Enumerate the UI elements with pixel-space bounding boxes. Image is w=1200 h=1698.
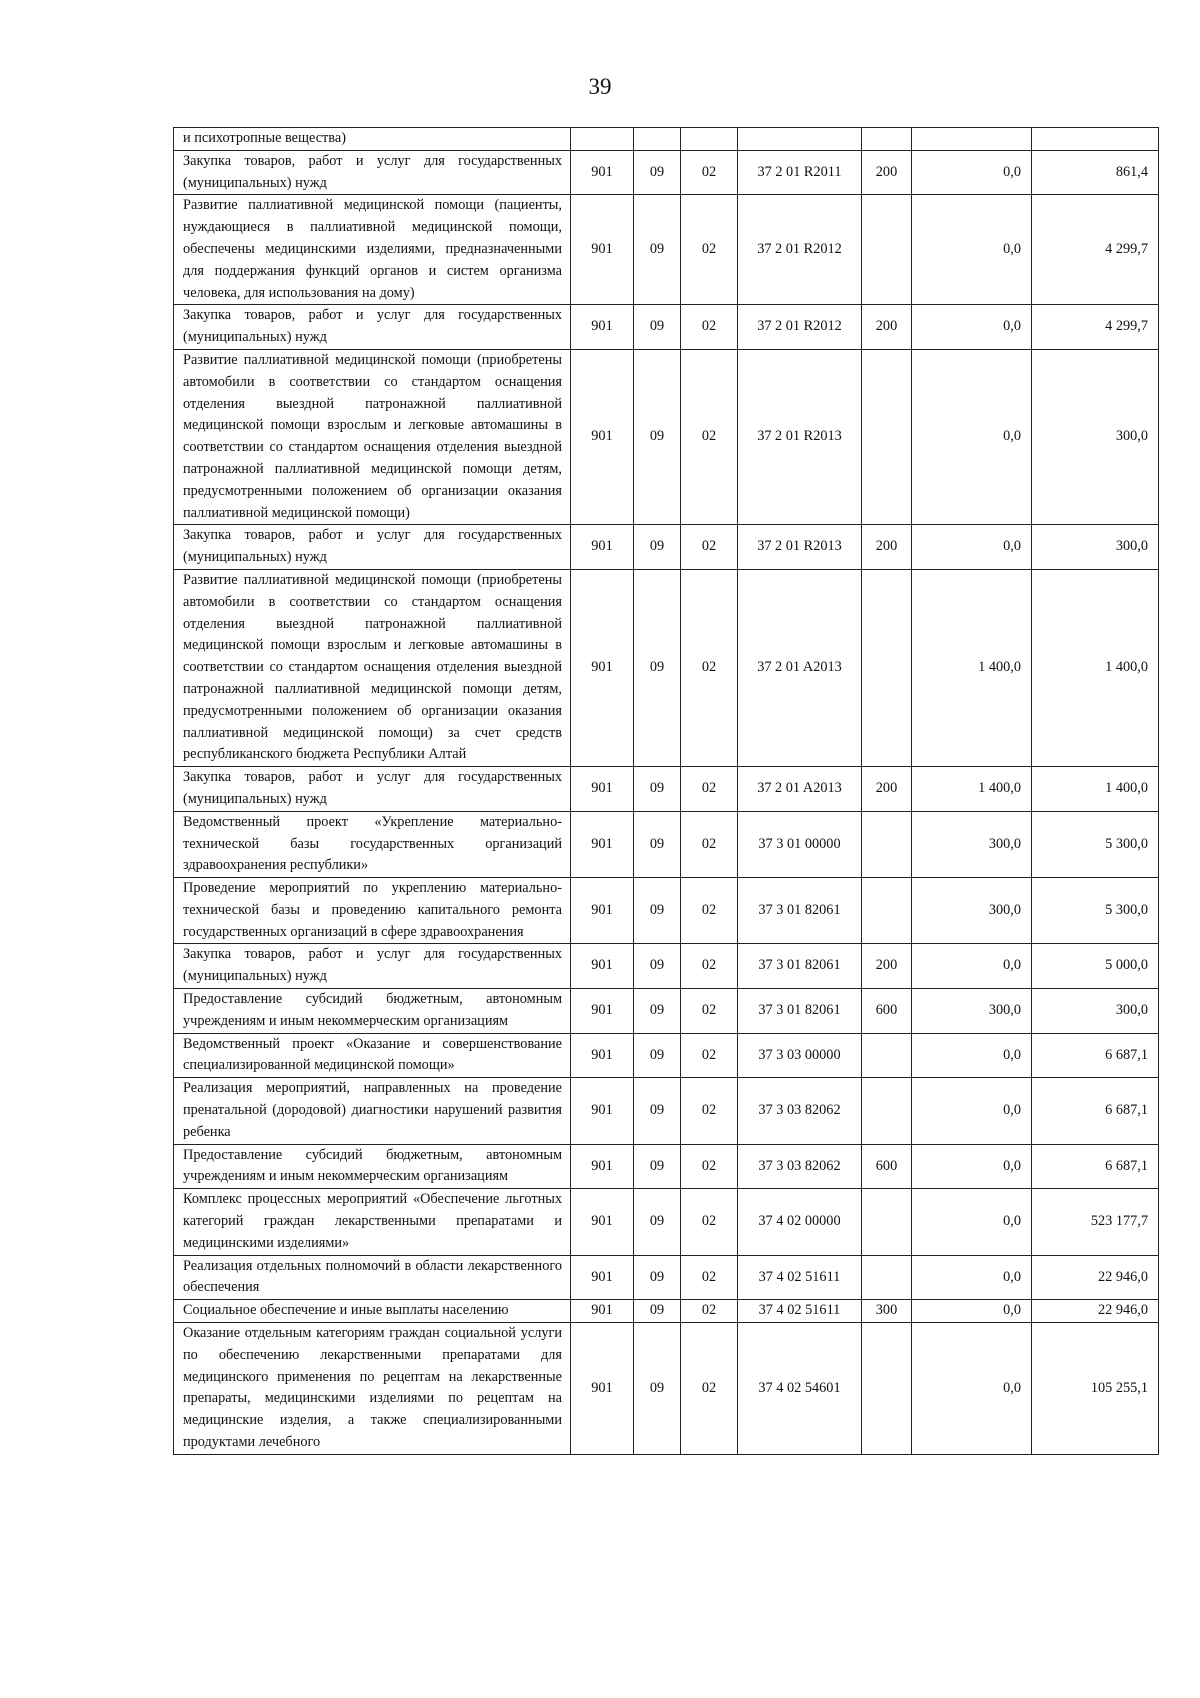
cell-section: 09 [634, 989, 681, 1034]
cell-amount-2: 1 400,0 [1032, 767, 1159, 812]
cell-admin-code: 901 [571, 989, 634, 1034]
cell-section: 09 [634, 1144, 681, 1189]
cell-description: Ведомственный проект «Оказание и совершенствование специализированной медицинской помощи» [174, 1033, 571, 1078]
cell-target-article: 37 4 02 51611 [738, 1255, 862, 1300]
cell-description: Предоставление субсидий бюджетным, автономным учреждениям и иным некоммерческим организациям [174, 1144, 571, 1189]
cell-amount-2: 300,0 [1032, 349, 1159, 524]
cell-description: Оказание отдельным категориям граждан социальной услуги по обеспечению лекарственными препаратами для медицинского применения по рецептам на лекарственные препараты, медицинскими изделиями по рецептам на медицинские изделия, а также специализированными продуктами лечебного [174, 1323, 571, 1455]
cell-section: 09 [634, 944, 681, 989]
cell-target-article: 37 4 02 54601 [738, 1323, 862, 1455]
cell-amount-2: 4 299,7 [1032, 195, 1159, 305]
cell-amount-1: 0,0 [912, 305, 1032, 350]
cell-expense-type [862, 1255, 912, 1300]
cell-expense-type [862, 1323, 912, 1455]
cell-expense-type [862, 1078, 912, 1144]
cell-amount-1: 0,0 [912, 349, 1032, 524]
cell-target-article: 37 2 01 R2013 [738, 525, 862, 570]
cell-description: Комплекс процессных мероприятий «Обеспечение льготных категорий граждан лекарственными препаратами и медицинскими изделиями» [174, 1189, 571, 1255]
cell-subsection: 02 [681, 349, 738, 524]
page-number: 39 [588, 74, 612, 99]
cell-amount-1: 1 400,0 [912, 569, 1032, 766]
cell-expense-type: 600 [862, 1144, 912, 1189]
table-row [174, 1078, 1159, 1144]
cell-subsection: 02 [681, 944, 738, 989]
cell-description: Развитие паллиативной медицинской помощи (приобретены автомобили в соответствии со стандартом оснащения отделения выездной патронажной паллиативной медицинской помощи взрослым и легковые автомашины в соответствии со стандартом оснащения отделения выездной патронажной паллиативной медицинской помощи детям, предусмотренными положением об организации оказания паллиативной медицинской помощи) [174, 349, 571, 524]
cell-target-article: 37 2 01 A2013 [738, 569, 862, 766]
table-row [174, 1189, 1159, 1255]
table-row [174, 944, 1159, 989]
cell-expense-type: 600 [862, 989, 912, 1034]
cell-subsection: 02 [681, 1255, 738, 1300]
cell-description: Закупка товаров, работ и услуг для государственных (муниципальных) нужд [174, 150, 571, 195]
cell-expense-type: 200 [862, 944, 912, 989]
cell-admin-code: 901 [571, 150, 634, 195]
cell-section: 09 [634, 1189, 681, 1255]
cell-amount-1: 0,0 [912, 1078, 1032, 1144]
cell-description: Развитие паллиативной медицинской помощи (приобретены автомобили в соответствии со стандартом оснащения отделения выездной патронажной паллиативной медицинской помощи взрослым и легковые автомашины в соответствии со стандартом оснащения отделения выездной патронажной паллиативной медицинской помощи детям, предусмотренными положением об организации оказания паллиативной медицинской помощи) за счет средств республиканского бюджета Республики Алтай [174, 569, 571, 766]
cell-subsection: 02 [681, 878, 738, 944]
cell-description: и психотропные вещества) [174, 128, 571, 151]
cell-section: 09 [634, 1033, 681, 1078]
cell-amount-1: 0,0 [912, 1255, 1032, 1300]
cell-admin-code: 901 [571, 349, 634, 524]
cell-target-article [738, 128, 862, 151]
cell-admin-code: 901 [571, 767, 634, 812]
cell-description: Ведомственный проект «Укрепление материально-технической базы государственных организаций здравоохранения республики» [174, 811, 571, 877]
table-body [174, 128, 1159, 1455]
cell-admin-code: 901 [571, 1078, 634, 1144]
cell-amount-2: 5 300,0 [1032, 811, 1159, 877]
cell-section: 09 [634, 767, 681, 812]
table-row [174, 305, 1159, 350]
cell-amount-1: 1 400,0 [912, 767, 1032, 812]
cell-expense-type: 200 [862, 525, 912, 570]
cell-amount-1: 0,0 [912, 150, 1032, 195]
cell-target-article: 37 3 01 00000 [738, 811, 862, 877]
cell-target-article: 37 2 01 A2013 [738, 767, 862, 812]
cell-admin-code: 901 [571, 1189, 634, 1255]
cell-description: Реализация мероприятий, направленных на проведение пренатальной (дородовой) диагностики нарушений развития ребенка [174, 1078, 571, 1144]
cell-amount-2: 6 687,1 [1032, 1078, 1159, 1144]
cell-subsection: 02 [681, 811, 738, 877]
cell-expense-type [862, 878, 912, 944]
cell-section: 09 [634, 569, 681, 766]
cell-amount-1: 0,0 [912, 1189, 1032, 1255]
table-row [174, 150, 1159, 195]
table-row [174, 989, 1159, 1034]
table-row [174, 349, 1159, 524]
cell-target-article: 37 2 01 R2012 [738, 195, 862, 305]
cell-admin-code: 901 [571, 811, 634, 877]
cell-description: Закупка товаров, работ и услуг для государственных (муниципальных) нужд [174, 305, 571, 350]
table-row [174, 1255, 1159, 1300]
cell-amount-2: 300,0 [1032, 525, 1159, 570]
table-row [174, 195, 1159, 305]
cell-target-article: 37 3 03 82062 [738, 1078, 862, 1144]
cell-description: Закупка товаров, работ и услуг для государственных (муниципальных) нужд [174, 944, 571, 989]
cell-admin-code: 901 [571, 1144, 634, 1189]
cell-subsection: 02 [681, 767, 738, 812]
cell-amount-1: 0,0 [912, 1323, 1032, 1455]
cell-amount-2: 4 299,7 [1032, 305, 1159, 350]
cell-subsection: 02 [681, 1144, 738, 1189]
cell-expense-type [862, 128, 912, 151]
cell-section: 09 [634, 878, 681, 944]
cell-subsection: 02 [681, 1189, 738, 1255]
cell-amount-1: 0,0 [912, 525, 1032, 570]
cell-amount-1: 0,0 [912, 1300, 1032, 1323]
cell-admin-code: 901 [571, 1300, 634, 1323]
cell-target-article: 37 2 01 R2013 [738, 349, 862, 524]
cell-description: Предоставление субсидий бюджетным, автономным учреждениям и иным некоммерческим организациям [174, 989, 571, 1034]
cell-amount-1: 0,0 [912, 1144, 1032, 1189]
cell-section: 09 [634, 1323, 681, 1455]
cell-section: 09 [634, 349, 681, 524]
table-row [174, 878, 1159, 944]
cell-admin-code: 901 [571, 1323, 634, 1455]
table-row [174, 1033, 1159, 1078]
cell-amount-2: 6 687,1 [1032, 1144, 1159, 1189]
cell-subsection: 02 [681, 1033, 738, 1078]
cell-expense-type [862, 811, 912, 877]
cell-admin-code [571, 128, 634, 151]
cell-description: Развитие паллиативной медицинской помощи (пациенты, нуждающиеся в паллиативной медицинской помощи, обеспечены медицинскими изделиями, предназначенными для поддержания функций органов и систем организма человека, для использования на дому) [174, 195, 571, 305]
cell-expense-type: 200 [862, 150, 912, 195]
cell-subsection: 02 [681, 195, 738, 305]
cell-admin-code: 901 [571, 878, 634, 944]
cell-amount-2: 22 946,0 [1032, 1300, 1159, 1323]
cell-description: Реализация отдельных полномочий в области лекарственного обеспечения [174, 1255, 571, 1300]
cell-section: 09 [634, 1300, 681, 1323]
cell-section [634, 128, 681, 151]
cell-section: 09 [634, 525, 681, 570]
cell-description: Закупка товаров, работ и услуг для государственных (муниципальных) нужд [174, 525, 571, 570]
cell-description: Закупка товаров, работ и услуг для государственных (муниципальных) нужд [174, 767, 571, 812]
table-row [174, 811, 1159, 877]
table-row [174, 1300, 1159, 1323]
cell-target-article: 37 3 01 82061 [738, 878, 862, 944]
cell-amount-1: 300,0 [912, 989, 1032, 1034]
cell-expense-type [862, 569, 912, 766]
cell-amount-2: 5 300,0 [1032, 878, 1159, 944]
cell-expense-type [862, 1033, 912, 1078]
cell-target-article: 37 3 03 00000 [738, 1033, 862, 1078]
cell-admin-code: 901 [571, 525, 634, 570]
cell-admin-code: 901 [571, 569, 634, 766]
cell-target-article: 37 3 01 82061 [738, 989, 862, 1034]
cell-subsection: 02 [681, 525, 738, 570]
cell-section: 09 [634, 195, 681, 305]
table-row [174, 1144, 1159, 1189]
cell-amount-2: 300,0 [1032, 989, 1159, 1034]
cell-section: 09 [634, 811, 681, 877]
cell-amount-1: 300,0 [912, 878, 1032, 944]
cell-amount-2: 105 255,1 [1032, 1323, 1159, 1455]
cell-amount-1: 300,0 [912, 811, 1032, 877]
cell-amount-2: 1 400,0 [1032, 569, 1159, 766]
cell-amount-1: 0,0 [912, 195, 1032, 305]
table-row [174, 128, 1159, 151]
cell-admin-code: 901 [571, 944, 634, 989]
cell-target-article: 37 3 03 82062 [738, 1144, 862, 1189]
cell-admin-code: 901 [571, 195, 634, 305]
cell-description: Проведение мероприятий по укреплению материально-технической базы и проведению капитального ремонта государственных организаций в сфере здравоохранения [174, 878, 571, 944]
table-row [174, 525, 1159, 570]
cell-subsection: 02 [681, 305, 738, 350]
cell-description: Социальное обеспечение и иные выплаты населению [174, 1300, 571, 1323]
table-row [174, 569, 1159, 766]
cell-subsection: 02 [681, 1078, 738, 1144]
cell-amount-2 [1032, 128, 1159, 151]
cell-expense-type: 200 [862, 767, 912, 812]
cell-expense-type [862, 349, 912, 524]
cell-amount-1 [912, 128, 1032, 151]
cell-target-article: 37 2 01 R2012 [738, 305, 862, 350]
cell-section: 09 [634, 305, 681, 350]
cell-subsection: 02 [681, 1300, 738, 1323]
cell-amount-1: 0,0 [912, 944, 1032, 989]
cell-target-article: 37 3 01 82061 [738, 944, 862, 989]
cell-expense-type: 300 [862, 1300, 912, 1323]
cell-section: 09 [634, 1255, 681, 1300]
cell-subsection: 02 [681, 989, 738, 1034]
cell-target-article: 37 4 02 00000 [738, 1189, 862, 1255]
cell-section: 09 [634, 1078, 681, 1144]
cell-amount-2: 523 177,7 [1032, 1189, 1159, 1255]
cell-target-article: 37 4 02 51611 [738, 1300, 862, 1323]
table-row [174, 1323, 1159, 1455]
cell-amount-1: 0,0 [912, 1033, 1032, 1078]
cell-subsection: 02 [681, 1323, 738, 1455]
cell-expense-type: 200 [862, 305, 912, 350]
cell-admin-code: 901 [571, 305, 634, 350]
cell-subsection: 02 [681, 150, 738, 195]
cell-amount-2: 22 946,0 [1032, 1255, 1159, 1300]
table-row [174, 767, 1159, 812]
cell-admin-code: 901 [571, 1255, 634, 1300]
cell-expense-type [862, 1189, 912, 1255]
cell-amount-2: 861,4 [1032, 150, 1159, 195]
cell-target-article: 37 2 01 R2011 [738, 150, 862, 195]
budget-table [173, 127, 1159, 1455]
cell-amount-2: 5 000,0 [1032, 944, 1159, 989]
cell-expense-type [862, 195, 912, 305]
cell-amount-2: 6 687,1 [1032, 1033, 1159, 1078]
cell-subsection: 02 [681, 569, 738, 766]
cell-admin-code: 901 [571, 1033, 634, 1078]
cell-section: 09 [634, 150, 681, 195]
cell-subsection [681, 128, 738, 151]
